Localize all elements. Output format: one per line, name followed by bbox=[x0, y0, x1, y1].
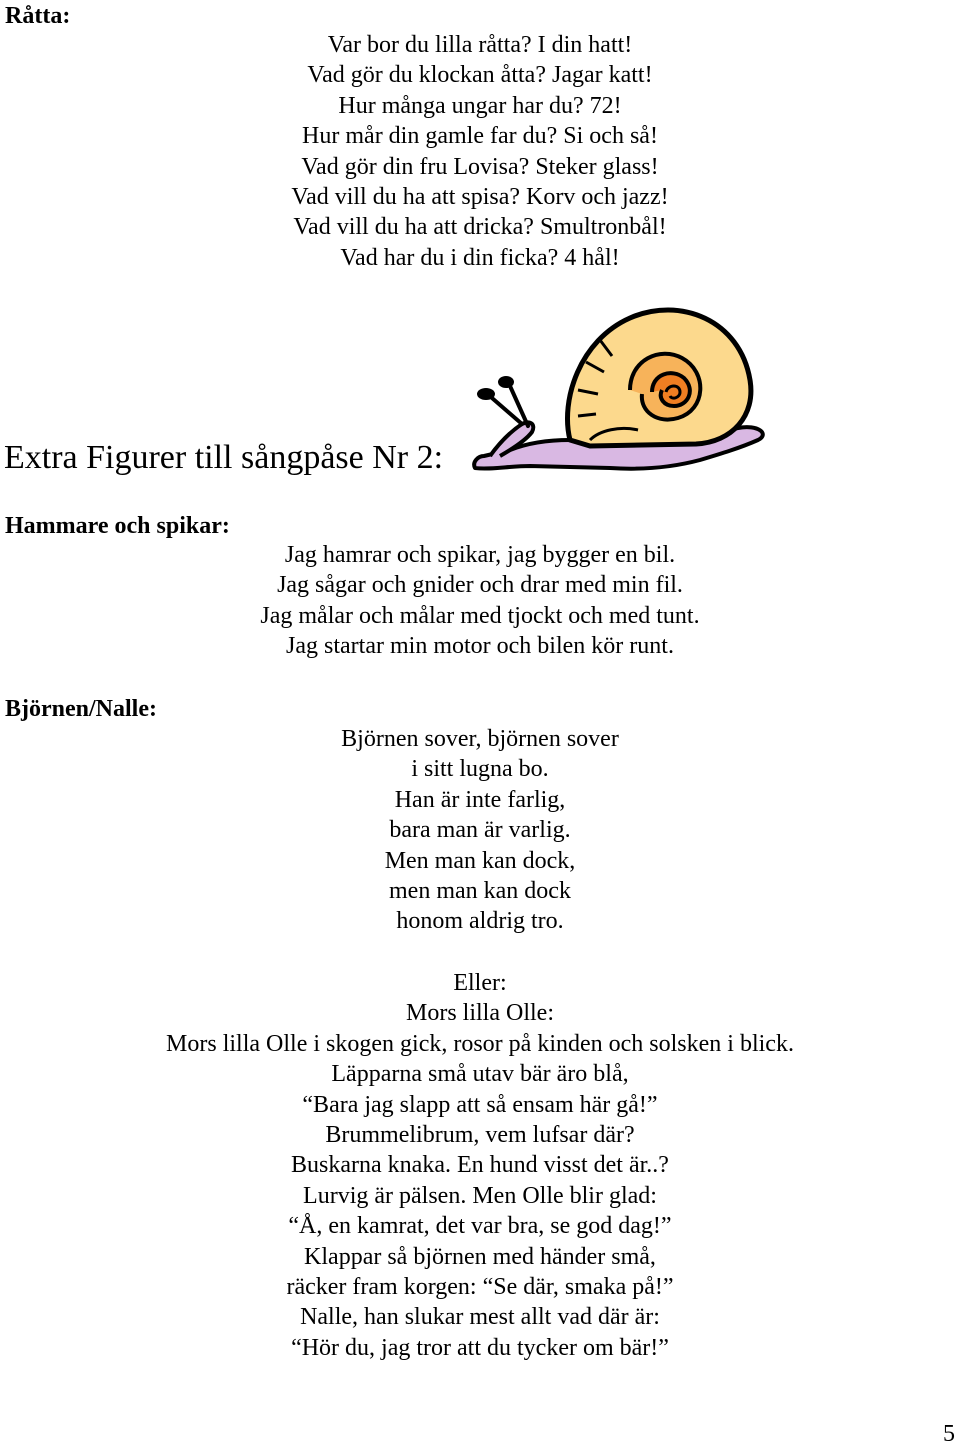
verse-line: Vad vill du ha att spisa? Korv och jazz! bbox=[291, 184, 669, 211]
verse-line: “Bara jag slapp att så ensam här gå!” bbox=[302, 1091, 658, 1118]
hammare-verse bbox=[0, 540, 960, 662]
verse-line: Han är inte farlig, bbox=[394, 786, 566, 813]
extra-figures-title: Extra Figurer till sångpåse Nr 2: bbox=[4, 439, 444, 476]
verse-line: Vad har du i din ficka? 4 hål! bbox=[340, 244, 620, 271]
verse-line: i sitt lugna bo. bbox=[411, 756, 549, 783]
verse-line: Klappar så björnen med händer små, bbox=[304, 1243, 656, 1270]
verse-line: Jag målar och målar med tjockt och med tunt. bbox=[260, 602, 700, 629]
verse-line: Jag startar min motor och bilen kör runt. bbox=[286, 633, 674, 660]
verse-line: “Å, en kamrat, det var bra, se god dag!” bbox=[288, 1213, 672, 1240]
verse-line: räcker fram korgen: “Se där, smaka på!” bbox=[286, 1274, 674, 1301]
verse-line: Hur många ungar har du? 72! bbox=[338, 92, 622, 119]
verse-line: Vad gör din fru Lovisa? Steker glass! bbox=[301, 153, 659, 180]
verse-line: Björnen sover, björnen sover bbox=[341, 726, 619, 752]
verse-line: honom aldrig tro. bbox=[396, 908, 564, 935]
verse-line: Jag hamrar och spikar, jag bygger en bil. bbox=[284, 542, 676, 568]
verse-line: Jag sågar och gnider och drar med min fil. bbox=[277, 572, 683, 599]
ratta-verse bbox=[0, 30, 960, 273]
ratta-heading: Råtta: bbox=[5, 3, 71, 29]
verse-line: Hur mår din gamle far du? Si och så! bbox=[302, 123, 658, 150]
snail-icon bbox=[470, 300, 770, 480]
bjornen-heading: Björnen/Nalle: bbox=[5, 696, 157, 722]
verse-line: Nalle, han slukar mest allt vad där är: bbox=[300, 1304, 660, 1331]
verse-line: “Hör du, jag tror att du tycker om bär!” bbox=[291, 1334, 669, 1361]
verse-line: Var bor du lilla råtta? I din hatt! bbox=[327, 32, 633, 58]
bjornen-verse bbox=[0, 724, 960, 937]
verse-line: men man kan dock bbox=[389, 878, 571, 905]
verse-line: Vad gör du klockan åtta? Jagar katt! bbox=[307, 62, 653, 89]
page-number: 5 bbox=[943, 1421, 955, 1447]
verse-line: Mors lilla Olle i skogen gick, rosor på kinden och solsken i blick. bbox=[166, 1030, 794, 1057]
hammare-heading: Hammare och spikar: bbox=[5, 513, 230, 539]
verse-line: Vad vill du ha att dricka? Smultronbål! bbox=[293, 214, 667, 241]
verse-line: Buskarna knaka. En hund visst det är..? bbox=[291, 1152, 669, 1179]
verse-line: bara man är varlig. bbox=[389, 817, 571, 844]
verse-line: Men man kan dock, bbox=[384, 847, 576, 874]
olle-verse bbox=[0, 968, 960, 1363]
eller-label: Eller: bbox=[453, 970, 507, 996]
verse-line: Brummelibrum, vem lufsar där? bbox=[325, 1122, 635, 1149]
verse-line: Läpparna små utav bär äro blå, bbox=[331, 1061, 629, 1088]
verse-line: Lurvig är pälsen. Men Olle blir glad: bbox=[303, 1182, 657, 1209]
olle-title: Mors lilla Olle: bbox=[406, 1000, 554, 1027]
